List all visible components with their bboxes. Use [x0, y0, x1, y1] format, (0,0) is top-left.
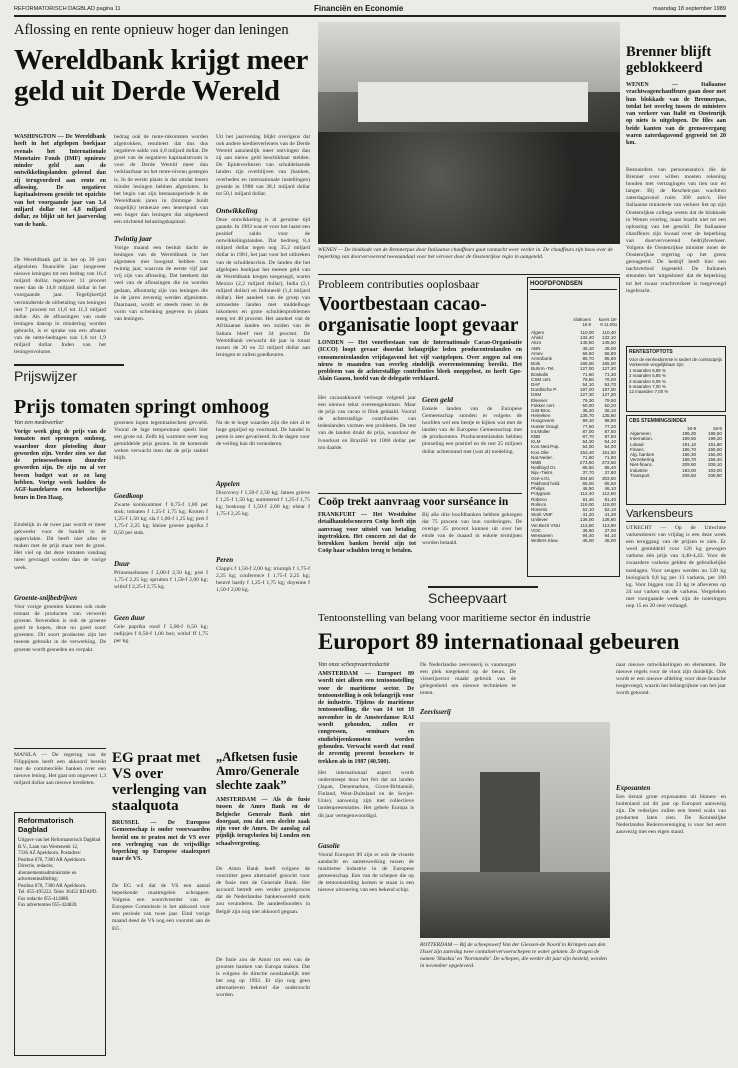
fonds-row-value: 87,00 — [582, 428, 594, 434]
fonds-row-value: 135,70 — [579, 413, 594, 419]
photo-rotterdam-ships — [420, 722, 610, 938]
rente-line: Vorkeerde vergelijkbaar zijn: — [629, 362, 685, 368]
rente-box — [626, 346, 726, 412]
prijswijzer-groente-heading: Groente-snijbedrijven — [14, 594, 77, 602]
fonds-row-value: 37,70 — [582, 470, 594, 476]
fonds-row-label: Wolters Kluw. — [531, 538, 559, 544]
fonds-row-value: 94,10 — [604, 532, 616, 538]
fonds-row-value: 46,10 — [604, 486, 616, 492]
fonds-row-value: 71,50 — [582, 371, 594, 377]
masthead-left: REFORMATORISCH DAGBLAD pagina 11 — [14, 6, 121, 12]
fonds-row-value: 165,00 — [601, 361, 616, 367]
cbs-title: CBS STEMMINGSINDEX — [629, 418, 687, 424]
wereldbank-body4: Uit het jaarverslag blijkt overigens dat ook andere kredietverleners van de Derde Wereld aanzienlijk meer ontvingen dan zij aan nieuw geld beschikbaar stelden. De Epideverliezen van schuldeisende landen zijn overblijven van (banken, overheden en internationale instellingen) groeide in 1988 van 38,1 miljard dollar tot 50,1 miljard dollar. — [216, 134, 310, 197]
cbs-row-value: 199,60 — [682, 436, 697, 442]
fonds-row-label: Rolinco — [531, 501, 547, 507]
rente-lines — [629, 357, 723, 395]
scheepvaart-byline: Van onze scheepvaartredactie — [318, 662, 390, 668]
fonds-row-value: 99,10 — [582, 418, 594, 424]
rente-line: 12 maanden 7,00 % — [629, 389, 669, 395]
fonds-row-value: 136,60 — [601, 517, 616, 523]
fonds-row-value: 56,50 — [582, 350, 594, 356]
fonds-row-value: 197,00 — [601, 387, 616, 393]
fonds-row-label: Hoogovens — [531, 418, 555, 424]
fonds-row-value: 94,40 — [582, 532, 594, 538]
wereldbank-body2: bedrag ook de rente-inkomsten worden afgetrokken, resulteert dat dus dus negatieve saldo van 4,8 miljard dollar. De groei van de negatieve kapitaalstroom is voor de Derde Wereld meer dan verklaarbaar nu het rente-niveau gestegen is. In de eerste plaats is dat omdat leners minder leningen hebben afgesloten. In het begin van zijn bestaansperiode is de Wereldbank jaren in (himmpe huidt mogelijk) tenkeuze een lenerspool van een hoger dan leningen dat uitgekeerd een stichtend belastingskapitaal. — [114, 134, 208, 226]
cbs-row-label: Internation. — [630, 436, 653, 442]
fonds-row-value: 119,00 — [580, 501, 594, 507]
afketsen-lead: AMSTERDAM — Als de fusie tussen de Amro Bank en de Belgische Generale Bank niet doorgaat, zou dat een slechte zaak zijn voor de Amro. De aanslag zal pijnlijk terugvloeien bij Londen een schaalvergroting. — [216, 797, 310, 847]
fonds-row-value: 273,50 — [579, 460, 594, 466]
scheepvaart-body: Het internationaal aspect wordt onderstreept door het feit dat uit landen (Japan, Denemarken, Groot-Brittannië, Finland, West-Duitsland en de Sovjet-Unie), aanwezig zijn met collectieve landenpresentaties. Het gehele Europa is dit jaar vertegenwoordigd. — [318, 770, 414, 819]
fonds-row-value: 136,00 — [579, 517, 594, 523]
fondsen-col1-header: slotkoers 15-9 — [573, 317, 591, 327]
fonds-row-label: Fokker cert. — [531, 402, 556, 408]
fonds-row-label: Nedlloyd Gr. — [531, 465, 557, 471]
cbs-row-value: 195,30 — [682, 431, 697, 437]
fonds-row-value: 52,10 — [582, 506, 594, 512]
prijswijzer-geen: Gele paprika rood f 5,00-f 6,50 kg; radijsjes f 0,50-f 1,00 bos; witlof ff 1,75 per kg. — [114, 624, 208, 645]
cbs-row-label: Algemeen — [630, 431, 651, 437]
fonds-row-value: 65,50 — [604, 480, 616, 486]
fonds-row-label: DAF — [531, 382, 541, 388]
fonds-row-value: 54,00 — [582, 444, 594, 450]
colofon-line: Directie, redactie, abonnementsadministratie en advertentieafdeling: — [18, 864, 77, 882]
fonds-row-value: 85,40 — [604, 465, 616, 471]
wereldbank-kicker: Aflossing en rente opnieuw hoger dan leningen — [14, 22, 289, 38]
cbs-row-value: 15-9 — [686, 426, 697, 431]
wereldbank-dateline: WASHINGTON — [14, 134, 56, 140]
cacao-body: Het cacaoakkoord verloopt volgend jaar een nieuwe tekst overeengekomen. Maar de prijs van cacao is flink gedaald. Vooral de achterstallige contributies van ledenlanden vormen een probleem. De rest van de landen drukt de prijs, waardoor de Ivoorkust en Brazilië tot 1000 dollar per ton daalde. — [318, 395, 416, 451]
masthead-right: maandag 18 september 1989 — [652, 6, 726, 12]
fonds-row-value: 65,00 — [582, 480, 594, 486]
scheepvaart-body2: Vooral Europort 89 zijn er ook de visuele aandacht en samenwerking tussen de maritieme industrie in de Europese gemeenschap. Een van de schepen die op de tentoonstelling komen te staan is een nieuwe uitvoering van een bekend schip. — [318, 852, 414, 894]
fonds-row-value: 112,40 — [580, 491, 594, 497]
hoofdfondsen-title: HOOFDFONDSEN — [530, 280, 583, 287]
cbs-row-label: Transport — [630, 472, 650, 478]
wereldbank-ontwikkeling-heading: Ontwikkeling — [216, 206, 258, 215]
fonds-row-value: 53,70 — [604, 382, 616, 388]
manila-brief: MANILA — De regering van de Filippijnen heeft een akkoord bereikt met de commerciële banken over een nieuwe lening. Het gaat om ongeveer 1,3 miljard dollar aan nieuwe kredieten. — [14, 752, 106, 787]
cbs-row-value: 155,60 — [707, 446, 722, 452]
fonds-row-label: Hunter Dougl. — [531, 423, 560, 429]
fonds-row-label: Wessanen — [531, 532, 553, 538]
cbs-row-value: 156,00 — [707, 452, 722, 458]
fonds-row-label: Océ-v.Gr. — [531, 475, 551, 481]
fonds-row-value: 37,80 — [604, 470, 616, 476]
cbs-row — [629, 473, 723, 478]
fonds-row-label: Buhrm.-Tet. — [531, 366, 555, 372]
fonds-row-value: 113,80 — [580, 522, 594, 528]
fonds-row-value: 46,50 — [582, 486, 594, 492]
masthead-center: Financiën en Economie — [314, 4, 404, 13]
rente-line: 2 maanden 5,85 % — [629, 373, 666, 379]
prijswijzer-headline: Prijs tomaten springt omhoog — [14, 396, 269, 418]
cacao-kicker: Probleem contributies ooplosbaar — [318, 277, 480, 291]
cbs-row-value: 155,70 — [682, 446, 697, 452]
prijswijzer-peren-heading: Peren — [216, 556, 234, 564]
cbs-row-label: Verzekering — [630, 457, 655, 463]
colofon-title: Reformatorisch Dagblad — [18, 816, 74, 834]
prijswijzer-lead: Vorige week ging de prijs van de tomaten met sprongen omhoog, waardoor deze plotseling duur geworden zijn. Verder zien we dat de prinsessebonen duurder geworden zijn. De zijn nu al ver boven budget wat ze zo lang hebben. Vorige week hadden de AGF-handelaren een behoorlijke beurs in Den Haag. — [14, 429, 106, 501]
fonds-row-value: 85,60 — [582, 465, 594, 471]
fonds-row-value: 127,20 — [601, 366, 616, 372]
fonds-row-value: 81,40 — [582, 496, 594, 502]
fonds-row-value: 127,00 — [579, 366, 594, 372]
fonds-row-value: 71,80 — [604, 454, 616, 460]
fonds-row-label: NMB — [531, 460, 542, 466]
fonds-row-value: 81,40 — [604, 496, 616, 502]
fonds-row-label: Polygram — [531, 491, 551, 497]
fonds-row-label: Algem — [531, 330, 545, 335]
rente-line: 6 maanden 7,00 % — [629, 384, 666, 390]
fonds-row-label: Akzo — [531, 340, 542, 346]
cbs-row-label: Lokaal — [630, 441, 644, 447]
rotterdam-caption: ROTTERDAM — Bij de scheepswerf Van der Giessen-de Noord in Krimpen aan den IJssel zijn zaterdag twee containervervoerschepen te water gelaten. Ze dragen de namen 'Shaskia' en 'Normandie'. De schepen, die eerder dit jaar zijn besteld, worden in november opgeleverd. — [420, 942, 607, 969]
scheepvaart-zeevisserij-heading: Zeevisserij — [420, 708, 451, 716]
cbs-row-value: 209,10 — [707, 462, 722, 468]
fonds-row-label: CSM cert. — [531, 376, 552, 382]
fonds-row-label: Amrobank — [531, 356, 552, 362]
fonds-row-value: 75,80 — [582, 376, 594, 382]
fonds-row-value: 151,50 — [601, 449, 616, 455]
cbs-row-value: 18-9 — [712, 426, 722, 431]
fonds-row-value: 153,40 — [579, 449, 594, 455]
photo-brenner-blockade — [318, 22, 620, 244]
fonds-row-value: 37,00 — [604, 527, 616, 533]
wereldbank-lead-text: — De Wereldbank heeft in het afgelopen boekjaar evenals het Internationale Monetaire Fonds (IMF) opnieuw minder geld aan de ontwikkelingslanden geleend dan zij terugvorderd aan rente en aflossing. De negatieve kapitaalstroom groeide tot opzichte van het voorgaande jaar van 3,4 miljard dollar tot 4,8 miljard dollar, zo blijkt uit het jaarverslag van de bank. — [14, 134, 107, 228]
fonds-row-label: Nijv.-Tielm. — [531, 470, 554, 476]
fonds-row-value: 119,00 — [602, 501, 616, 507]
fonds-row-label: Dordtsche P. — [531, 387, 557, 393]
photo-top-caption: WENEN — De blokkade van de Brennerpas door Italiaanse chauffeurs gaat vannacht weer verder in. De chauffeurs zijn boos over de beperking van doorvervoerend tweeaandaal voor het vervoer door de Oostenrijkse regio in aangeteld. — [318, 247, 613, 260]
fonds-row-value: 45,00 — [604, 538, 616, 544]
colofon-lines — [18, 838, 102, 910]
scheepvaart-kicker: Tentoonstelling van belang voor maritieme sector én industrie — [318, 612, 591, 624]
fonds-row-value: 45,00 — [604, 345, 616, 351]
cbs-rows — [629, 426, 723, 478]
fonds-row-value: 79,30 — [582, 397, 594, 403]
scheepvaart-body5: Een tiental grote exposanten uit binnen- en buitenland zal dit jaar op Europort aanwezig zijn. De rederijen zullen een breed scala van producten laten zien. De Koninklijke Nederlandse Redersvereniging is voor het eerst aanwezig met een eigen stand. — [616, 794, 726, 836]
fonds-row-value: 145,50 — [601, 340, 616, 346]
fonds-row-label: Gist-Broc. — [531, 408, 552, 414]
fonds-row-value: 132,10 — [601, 335, 616, 341]
masthead-rule — [14, 15, 726, 17]
cbs-row-value: 199,20 — [707, 436, 722, 442]
fonds-row-value: 132,40 — [579, 335, 594, 341]
fonds-row-label: Stork VMF — [531, 512, 553, 518]
rente-title: RENTESTOPTOTS — [629, 349, 673, 355]
fonds-row-value: 36,20 — [582, 408, 594, 414]
afketsen-article — [216, 750, 310, 1056]
fonds-row-value: 110,40 — [602, 330, 616, 335]
fonds-row-value: 50,20 — [604, 402, 616, 408]
wereldbank-twintig-heading: Twintig jaar — [114, 234, 152, 243]
cbs-row-value: 195,50 — [707, 431, 722, 437]
fonds-row-value: 112,60 — [602, 491, 616, 497]
fonds-row-label: Boskalis — [531, 371, 549, 377]
cbs-row-value: 193,00 — [682, 467, 697, 473]
prijswijzer-appelen: Discovery f 1,50-f 2,50 kg; James grieve f 1,25-f 1,50 kg; summered f 1,25-f 1,75 kg; boskoop f 1,50-f 2,00 kg; elstar f 1,75-f 2,25 kg. — [216, 490, 310, 518]
colofon-line: Fax redactie 055-412888. — [18, 896, 70, 902]
fonds-row-value: 36,10 — [604, 408, 616, 414]
cacao-article — [318, 277, 522, 487]
fonds-row-value: 87,50 — [604, 434, 616, 440]
wereldbank-body1: De Wereldbank gaf in het op 30 juni afgesloten financiële jaar (ongeveer nieuwe leningen tot een bedrag van 16,4 miljard dollar, tegenover 11 procent meer dan de 14,8 miljard dollar in het voorgaande jaar. Tegelijkertijd vermindertde de uitbetaling van leningen met 7 procent tot 11,6 tot 11,3 miljard dollar. Als de aflossingen van oude leningen daarop in mindering worden gebracht, is er sprake van een afname van de netto-bedragen van 1,6 tot 1,9 miljard dollar. Inden van het leningenvolume. — [14, 257, 106, 356]
rente-line: Voor de eenheidsrente is sedert de contractprijs — [629, 357, 722, 362]
prijswijzer-byline: Van een medewerker — [14, 420, 64, 426]
cbs-row-value: 209,50 — [682, 472, 697, 478]
rente-line: 1 maanden 5,88 % — [629, 367, 666, 373]
fonds-row-value: 41,20 — [582, 512, 594, 518]
cbs-row-value: 156,30 — [682, 452, 697, 458]
prijswijzer-body: Eindelijk in de twee jaar wordt er meer gekweekt voor de handel in de oppervlakte. Dit heeft niet alles te maken met de prijs maar met de groei. Het viel op dat deze tomaten vandaag meer gevraagd worden dan de vorige week. — [14, 522, 106, 571]
eg-lead: BRUSSEL — De Europese Gemeenschap is onder voorwaarden bereid om te praten met de VS over een verlenging van de vrijwillige beperking op Europese staalexport naar de VS. — [112, 820, 210, 863]
fonds-row-value: 71,30 — [604, 371, 616, 377]
prijswijzer-body2: Voor vorige groenten kunnen ook oude tomaat de producten van verwerkt groente. Bovendien is ook de groente goed te kopen, deze nu goed soort groenten. Dit soort producten zijn het meeste gebruikt in de verwerking. De groente wordt gesneden en verpakt. — [14, 604, 106, 653]
colofon-line: Postbus 670, 7300 AR Apeldoorn. — [18, 857, 87, 863]
scheepvaart-body4: naar nieuwe ontwikkelingen en elementen. De nieuwe regels voor de vloot zijn duidelijk. Ook wordt er een nieuwe afdeling voor deze branche toegevoegd, waarin het belangrijkste van het jaar wordt getoond. — [616, 662, 726, 697]
cbs-row-label: Financ. — [630, 446, 646, 452]
cbs-box — [626, 415, 726, 505]
fonds-row-value: 50,00 — [582, 402, 594, 408]
fonds-row-value: 36,60 — [582, 527, 594, 533]
fonds-row-label: Pakhoed hold. — [531, 480, 561, 486]
fonds-row-label: Int.Müller — [531, 428, 550, 434]
fonds-row-value: 45,00 — [582, 538, 594, 544]
fonds-row-label: Bols — [531, 361, 540, 367]
scheepvaart-body3-intro: De Nederlandse zeevisserij is vanmorgen een plek toegekend op de beurs. De visserijsector maakt gebruik van de gelegenheid om nieuwe technieken te tonen. — [420, 662, 516, 697]
wereldbank-body3: Vorige maand een besluit dacht de leningen van de Wereldbank in het algemeen met hoogstal hebben van twintig jaar, waarvan de eerste vijf jaar vrij zijn van aflossing. Dat betekent dat veel van de aflossingen die nu worden gedaan, afkomstig zijn van leningen die in de jaren zeventig werden afgesloten. Daarnaast, wordt er steeds meer in de vorm van schenking gegeven in plaats van leningen. — [114, 245, 208, 322]
afketsen-body: De Amro Bank heeft volgens de voorzitter geen alternatief gezocht voor de fusie met de Generale Bank. Het accoord betreft een verder groeiproces dat de Nederlandse bankenwereld sterk zou veranderen. De aandeelhouders in België zijn nog niet akkoord gegaan. — [216, 866, 310, 915]
cacao-lead: LONDEN — Het voortbestaan van de Internationale Cacao-Organisatie (ICCO) loopt gevaar doordat belangrijke leden producentenlanden en consumentenlanden vrijdagavond het vijf vastgelopen. Over zeggen zal een nieuw te maanden van overleg eindelijk overeenstemming bereikt. Het probleem van de achterstallige contributies bleek onopgelost, zo heeft Gpe-Alain Gaaou, hoofd van de delegatie verklaard. — [318, 340, 522, 383]
prijswijzer-duur-heading: Duur — [114, 560, 130, 568]
fonds-row-value: 113,90 — [602, 522, 616, 528]
fonds-row-value: 165,00 — [579, 361, 594, 367]
cbs-row-value: 208,90 — [707, 472, 722, 478]
coop-body: Bij alle drie hoofdbanken hebben gekregen dat 75 procent van hun vorderingen. De overige 25 procent kunnen uit over het einde van de maand in enkele termijnen worden betaald. — [422, 512, 522, 547]
fonds-row-value: 56,80 — [604, 350, 616, 356]
fonds-row-label: Ver.Bezit VNU — [531, 522, 561, 528]
scheepvaart-section — [318, 586, 726, 1058]
fonds-row-label: Nat.Neder. — [531, 454, 553, 460]
cbs-row-label: Alg. banken — [630, 452, 655, 458]
cbs-row-value: 209,90 — [682, 462, 697, 468]
fonds-row-value: 110,00 — [580, 330, 594, 335]
coop-lead: FRANKFURT — Het Westduitse detailhandelsconcern Coöp heeft zijn aanvraag voor uitstel van betaling ingetrokken. Het concern zei dat de betrokken banken bereid zijn tot Coöp haar schulden terug te betalen. — [318, 512, 416, 555]
fonds-row-value: 303,50 — [601, 475, 616, 481]
fonds-row-value: 54,10 — [582, 382, 594, 388]
fonds-row-label: Unilever — [531, 517, 548, 523]
fonds-row-value: 54,00 — [604, 444, 616, 450]
fonds-row-label: Rorento — [531, 506, 548, 512]
brenner-lead: WENEN — Italiaanse vrachtwagenchauffeurs gaan door met hun blokkade van de Brennerpas, totdat het overleg tussen de ministers van verkeer van Italië en Oostenrijk op niets is uitgelopen. De files aan beide kanten van de grensovergang waren zaterdagavond gegroeid tot 20 km. — [626, 82, 726, 147]
fonds-row-label: ABN — [531, 345, 541, 351]
fonds-row — [530, 538, 617, 543]
prijswijzer-appelen-heading: Appelen — [216, 480, 240, 488]
fonds-row-value: 273,50 — [601, 460, 616, 466]
eg-article — [112, 750, 210, 1056]
scheepvaart-label: Scheepvaart — [428, 586, 538, 606]
cbs-row-label: Industrie — [630, 467, 648, 473]
fonds-row-value: 98,80 — [604, 418, 616, 424]
fonds-row-value: 85,60 — [604, 356, 616, 362]
fonds-row-label: DSM — [531, 392, 542, 398]
prijswijzer-label: Prijswijzer — [14, 364, 124, 384]
cacao-headline: Voortbestaan cacao-organisatie loopt gevaar — [318, 294, 519, 336]
coop-article — [318, 496, 522, 586]
cbs-row-value: 191,10 — [682, 441, 697, 447]
fonds-row-label: Robeco — [531, 496, 547, 502]
fonds-row-label: KLM — [531, 439, 541, 445]
brenner-article — [626, 44, 726, 344]
prijswijzer-peren: Clapp's f 1,50-f 2,00 kg; triumph f 1,75-f 2,25 kg; conference f 1,75-f 2,25 kg; beurré hardy f 1,25-f 1,75 kg; doyenne f 1,50-f 2,00 kg. — [216, 566, 310, 594]
prijswijzer-col2: groenten lopen tegenmatiechest gevoeld. Vooral de lage temperatuur speelt hier een grote rol. Zelfs bij warmere weer nog gemiddelde prijs gezien. In de komende weken verwacht men dat de prijs stabiel blijft. — [114, 420, 208, 462]
cbs-row-value: 193,00 — [707, 467, 722, 473]
fonds-row-label: Ahold — [531, 335, 543, 341]
coop-headline: Coöp trekt aanvraag voor surséance in — [318, 496, 509, 508]
afketsen-body2: De fusie zou de Amro tot een van de grootste banken van Europa maken. Dat is volgens de directie noodzakelijk met het oog op 1992. Er zijn nog geen alternatieven bekend die onderzocht worden. — [216, 957, 310, 999]
eg-headline: EG praat met VS over verlenging van staalquota — [112, 750, 207, 814]
brenner-headline: Brenner blijft geblokkeerd — [626, 44, 712, 76]
prijswijzer-col3: Na de te hoge waarden zijn die niet al te hoge geprijsd op voorhand. De handel in peren is zeer gevarieerd. In de dagen voor de veiling kan dit veranderen. — [216, 420, 310, 448]
fonds-row-value: 127,30 — [579, 392, 594, 398]
brenner-body: Bestuurders van personenauto's die de Brenner over willen moeten rekening houden met vertragingen van tien uur en langer. Bij de Reschen-pas wachtten zaterdagavond ruim 300 auto's. Het Italiaanse ministerie van verkeer liet op zijn Oostenrijkse collega weten dat de blokkade in Wenen overleg, maar bracht niet tot een oplossing van het geschil. De Italiaanse chauffeurs zijn kwaad over de beperking van doorvervoerend bedrijfsverkeer. Volgens de Oostenrijkse minister moet de Oostenrijkse regering op het grens gereageerd. De bedrijf heeft hier een nachtverbod ingesteld. De Italianen steunden het 'uitgesloten' dat de beperking tot het zwaar vrachtverkeer is toegevoegd ingebracht. — [626, 167, 726, 294]
varkensbeurs-body: UTRECHT — Op de Utrechtse varkensbeurs van vrijdag is een deze week een teruggang van de prijzen te zien. Er werd gemiddeld voor 126 kg gewogen varkens één prijs van 4,40-4,42. Voor de zwaardere varkens gelden de gebruikelijke toeslagen. Voor zeugen werden nu 120 kg biologisch 0,8 kg per 13 varkens, per 100 kg. Voor biggen van 23 kg te afleveren op 24 uur varken van de varkens. Vergeleken met voorgaande week zijn de noteringen nop 15 en 20 cent verlaagd. — [626, 525, 726, 610]
scheepvaart-headline: Europort 89 internationaal gebeuren — [318, 629, 680, 654]
fonds-row-value: 41,30 — [604, 512, 616, 518]
hoofdfondsen-table — [527, 277, 620, 577]
colofon-line: Uitgave van het Reformatorisch Dagblad B.V., Laan van Westenenk 12, — [18, 838, 101, 850]
colofon-box — [14, 812, 106, 1056]
fonds-row-label: VOC — [531, 527, 541, 533]
fonds-row-label: Elsevier — [531, 397, 548, 403]
fonds-row-value: 77,20 — [604, 423, 616, 429]
fonds-row-value: 304,50 — [579, 475, 594, 481]
colofon-line: Postbus 670, 7300 AR Apeldoorn. — [18, 883, 87, 889]
fonds-row-value: 71,60 — [582, 454, 594, 460]
cacao-geen-geld-heading: Geen geld — [422, 395, 454, 404]
colofon-line: Tel. 055-495222. Telex 36452 RDAPD. — [18, 890, 98, 895]
cbs-row-label: Niet-financ. — [630, 462, 654, 468]
afketsen-headline: „Afketsen fusie Amro/Generale slechte zaak” — [216, 750, 300, 792]
fonds-row-value: 79,50 — [604, 397, 616, 403]
cbs-row-value: 156,70 — [682, 457, 697, 463]
fonds-row-value: 135,60 — [601, 413, 616, 419]
cbs-row-value: 156,40 — [707, 457, 722, 463]
fonds-row-label: Philips — [531, 486, 545, 492]
wereldbank-article — [14, 22, 310, 362]
fonds-row-value: 76,00 — [604, 376, 616, 382]
wereldbank-headline: Wereldbank krijgt meer geld uit Derde Wereld — [14, 44, 308, 107]
colofon-line: Fax advertenties 055-424820. — [18, 903, 78, 908]
prijswijzer-geen-heading: Geen duur — [114, 614, 145, 622]
prijswijzer-goedkoop-heading: Goedkoop — [114, 492, 144, 500]
fonds-row-value: 87,70 — [582, 434, 594, 440]
cacao-body2: Enkele landen van de Europese Gemeenschap stonden er volgens de hoofden wel een beetje te kijken wat met de landen van de Europese Gemeenschap met de producenten. Producentenlanden hebben plotseling een positief en de rest 25 miljoen dollar achterstand met (wat al) toedeling. — [422, 406, 522, 455]
fonds-row-value: 54,30 — [582, 439, 594, 445]
fondsen-col2-header: koers 18-9 11.00u — [598, 317, 617, 327]
colofon-line: 7336 AZ Apeldoorn. Postadres: — [18, 851, 82, 856]
fonds-row-value: 85,70 — [582, 356, 594, 362]
fonds-row-value: 145,50 — [579, 340, 594, 346]
wereldbank-lead — [14, 134, 106, 254]
fonds-row-value: 52,10 — [604, 506, 616, 512]
prijswijzer-duur: Prinsessebonen f 2,00-f 2,50 kg; prei f 1,75-f 2,25 kg; spruiten f 1,50-f 2,00 kg; witlof f 2,25-f 2,75 kg. — [114, 570, 208, 591]
scheepvaart-lead: AMSTERDAM — Europort 89 wordt niet alleen een tentoonstelling voor de maritieme sector. De tentoonstelling is ook belangrijk voor de industrie. Tijdens de maritieme tentoonstelling, die van 14 tot 18 november in de Amsterdamse RAI wordt gehouden, zullen er congressen, seminars en studiebijeenkomsten worden gehouden. Verwacht wordt dat rond de zeventig procent bezoekers te trekken als in 1987 (40.500). — [318, 671, 414, 765]
wereldbank-body5: Deze ontwikkeling is al geruime tijd gaande. In 1983 was er voor het laatst een positief saldo voor de ontwikkelingslanden. Dat bedroeg 8,4 miljard dollar tegen nog 35,2 miljard dollar in 1981, het jaar voor het uitbreken van de schuldencrisis. De landen die het afgelopen boekjaar het meeste geld van de Wereldbank kregen toegezegd, waren Mexico (2,2 miljard dollar), India (2,1 miljard dollar) en Indonesië (1,4 miljard dollar). Het aandeel van de groep van armoedste landen met middelhoge inkomens en grote schuldenproblemen steeg tot 40 procent. Het aandeel van de Afrikaanse landen ten zuiden van de Sahara bleef met 34 procent. De Wereldbank verwacht dit jaar in totaal tussen de 20 en 22 miljard dollar aan leningen te zullen goedkeuren. — [216, 217, 310, 358]
fonds-row-label: Amev — [531, 350, 543, 356]
fonds-row-value: 127,20 — [601, 392, 616, 398]
prijswijzer-section — [14, 364, 310, 744]
fonds-row-label: KBB — [531, 434, 541, 440]
varkensbeurs-title: Varkensbeurs — [626, 508, 726, 522]
fonds-row-label: Kon.Ned.Pap. — [531, 444, 560, 450]
scheepvaart-exposanten-heading: Exposanten — [616, 784, 651, 792]
prijswijzer-goedkoop: Zwarte komkommer f 0,75-f 1,00 per stuk; tomaten f 1,25-f 1,75 kg; Kroten f 1,25-f 1,50 kg; sla f 1,00-f 1,25 kg; prei f 1,75-f 2,25 kg; kleine groene paprika f 0,50 per stuk. — [114, 502, 208, 537]
fonds-row-value: 45,10 — [582, 345, 594, 351]
scheepvaart-gasolie-heading: Gasolie — [318, 842, 340, 850]
fonds-row-value: 197,00 — [579, 387, 594, 393]
fonds-row-label: Kon.Olie — [531, 449, 549, 455]
fonds-row-value: 54,10 — [604, 439, 616, 445]
cbs-row-value: 191,80 — [707, 441, 722, 447]
fondsen-rows — [530, 330, 617, 543]
fonds-row-value: 87,50 — [604, 428, 616, 434]
fonds-row-value: 77,50 — [582, 423, 594, 429]
fonds-row-label: Heineken — [531, 413, 551, 419]
rente-line: 3 maanden 6,05 % — [629, 378, 666, 384]
eg-body: De EG wil dat de VS een aantal beperkende maatregelen schrappen. Volgens een woordvoerder van de Europese Commissie is het akkoord voor een periode van twee jaar. Eind vorige maand deed de VS nog een voorstel aan de EG. — [112, 883, 210, 932]
